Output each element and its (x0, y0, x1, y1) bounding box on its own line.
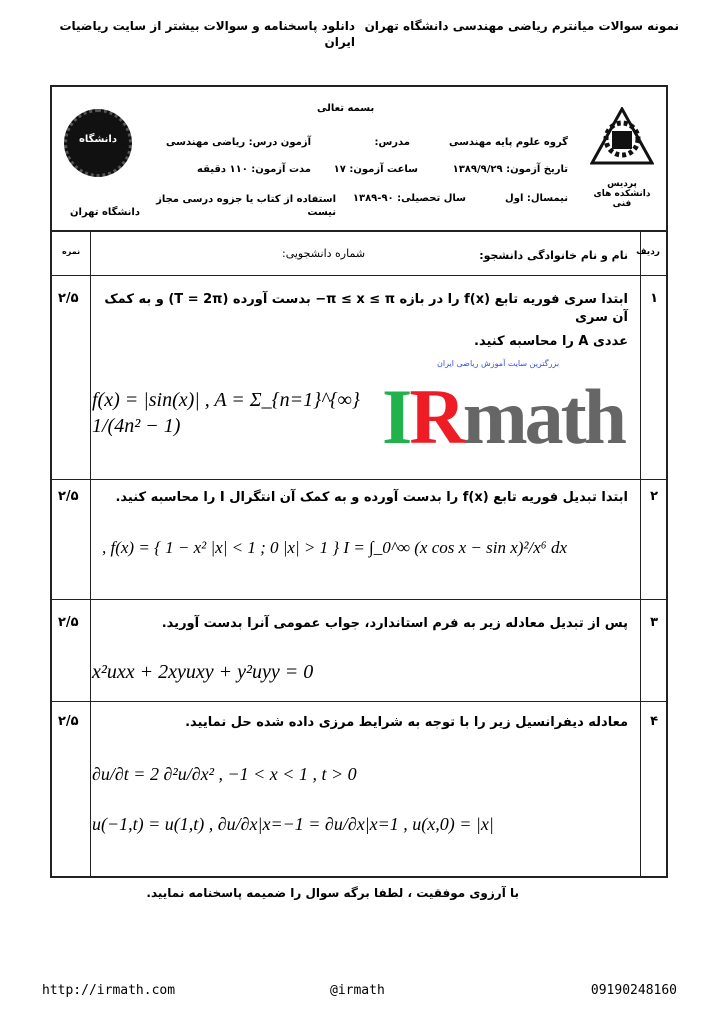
site-url[interactable]: http://irmath.com (42, 983, 176, 998)
question-math: f(x) = |sin(x)| , A = Σ_{n=1}^{∞} 1/(4n² − 1) (92, 389, 360, 437)
divider (52, 479, 666, 480)
question-number: ۳ (650, 615, 658, 630)
watermark-tagline: بزرگترین سایت آموزش ریاضی ایران (437, 359, 560, 368)
divider (52, 599, 666, 600)
question-score: ۲/۵ (58, 489, 79, 504)
question-math: u(−1,t) = u(1,t) , ∂u/∂x|x=−1 = ∂u/∂x|x=1 , u(x,0) = |x| (92, 814, 494, 834)
question-number: ۲ (650, 489, 658, 504)
watermark-ir (382, 373, 463, 460)
faculty-logo (590, 107, 654, 167)
university-caption: دانشگاه تهران (70, 207, 140, 218)
rules: استفاده از کتاب یا جزوه درسی مجاز نیست (156, 194, 336, 218)
question-number: ۴ (650, 714, 658, 729)
banner-left: دانلود پاسخنامه و سوالات بیشتر از سایت ریاضیات ایران (59, 19, 355, 49)
irmath-watermark (382, 373, 625, 460)
question-math: , f(x) = { 1 − x² |x| < 1 ; 0 |x| > 1 } I = ∫_0^∞ (x cos x − sin x)²/x⁶ dx (102, 538, 567, 557)
exam-date: تاریخ آزمون: ۱۳۸۹/۹/۲۹ (452, 164, 568, 175)
question-math: ∂u/∂t = 2 ∂²u/∂x² , −1 < x < 1 , t > 0 (92, 764, 357, 784)
question-text: عددی A را محاسبه کنید. (474, 334, 628, 349)
university-logo-text: دانشگاه (79, 134, 117, 145)
question-number: ۱ (650, 291, 658, 306)
social-handle: @irmath (330, 983, 385, 998)
bismillah: بسمه تعالی (317, 103, 375, 114)
university-logo (64, 109, 132, 177)
banner-right: نمونه سوالات میانترم ریاضی مهندسی دانشگاه تهران (364, 19, 679, 33)
question-score: ۲/۵ (58, 291, 79, 306)
col-name: نام و نام خانوادگی دانشجو: (479, 249, 628, 262)
divider (52, 275, 666, 276)
semester: نیمسال: اول (505, 193, 568, 204)
exam-time: ساعت آزمون: ۱۷ (333, 164, 418, 175)
question-score: ۲/۵ (58, 615, 79, 630)
course: آزمون درس: ریاضی مهندسی (166, 137, 311, 148)
col-student-id: شماره دانشجویی: (282, 247, 366, 260)
watermark-math: math (462, 373, 625, 460)
divider (52, 701, 666, 702)
watermark-letter-i: I (382, 373, 410, 460)
academic-year: سال تحصیلی: ۹۰-۱۳۸۹ (352, 193, 466, 204)
question-score: ۲/۵ (58, 714, 79, 729)
footer-note: با آرزوی موفقیت ، لطفا برگه سوال را ضمیمه پاسخنامه نمایید. (146, 886, 519, 900)
watermark-letter-r: R (409, 373, 463, 460)
department: گروه علوم پایه مهندسی (448, 137, 568, 148)
exam-sheet (50, 85, 668, 878)
col-row: ردیف (636, 247, 660, 257)
question-text: ابتدا سری فوریه تابع f(x) را در بازه π ≤ x ≤ π− بدست آورده (T = 2π) و به کمک آن سری (104, 292, 628, 325)
instructor: مدرس: (374, 137, 410, 148)
question-text: معادله دیفرانسیل زیر را با توجه به شرایط مرزی داده شده حل نمایید. (185, 715, 628, 730)
faculty-caption: پردیس دانشکده های فنی (593, 179, 651, 209)
question-text: ابتدا تبدیل فوریه تابع f(x) را بدست آورده و به کمک آن انتگرال I را محاسبه کنید. (115, 490, 628, 505)
question-math: x²uxx + 2xyuxy + y²uyy = 0 (92, 661, 314, 683)
duration: مدت آزمون: ۱۱۰ دقیقه (197, 164, 311, 175)
divider (52, 230, 666, 232)
phone-number: 09190248160 (590, 983, 677, 998)
question-text: پس از تبدیل معادله زیر به فرم استاندارد، جواب عمومی آنرا بدست آورید. (161, 616, 628, 631)
col-score: نمره (62, 247, 81, 256)
divider (640, 230, 641, 876)
